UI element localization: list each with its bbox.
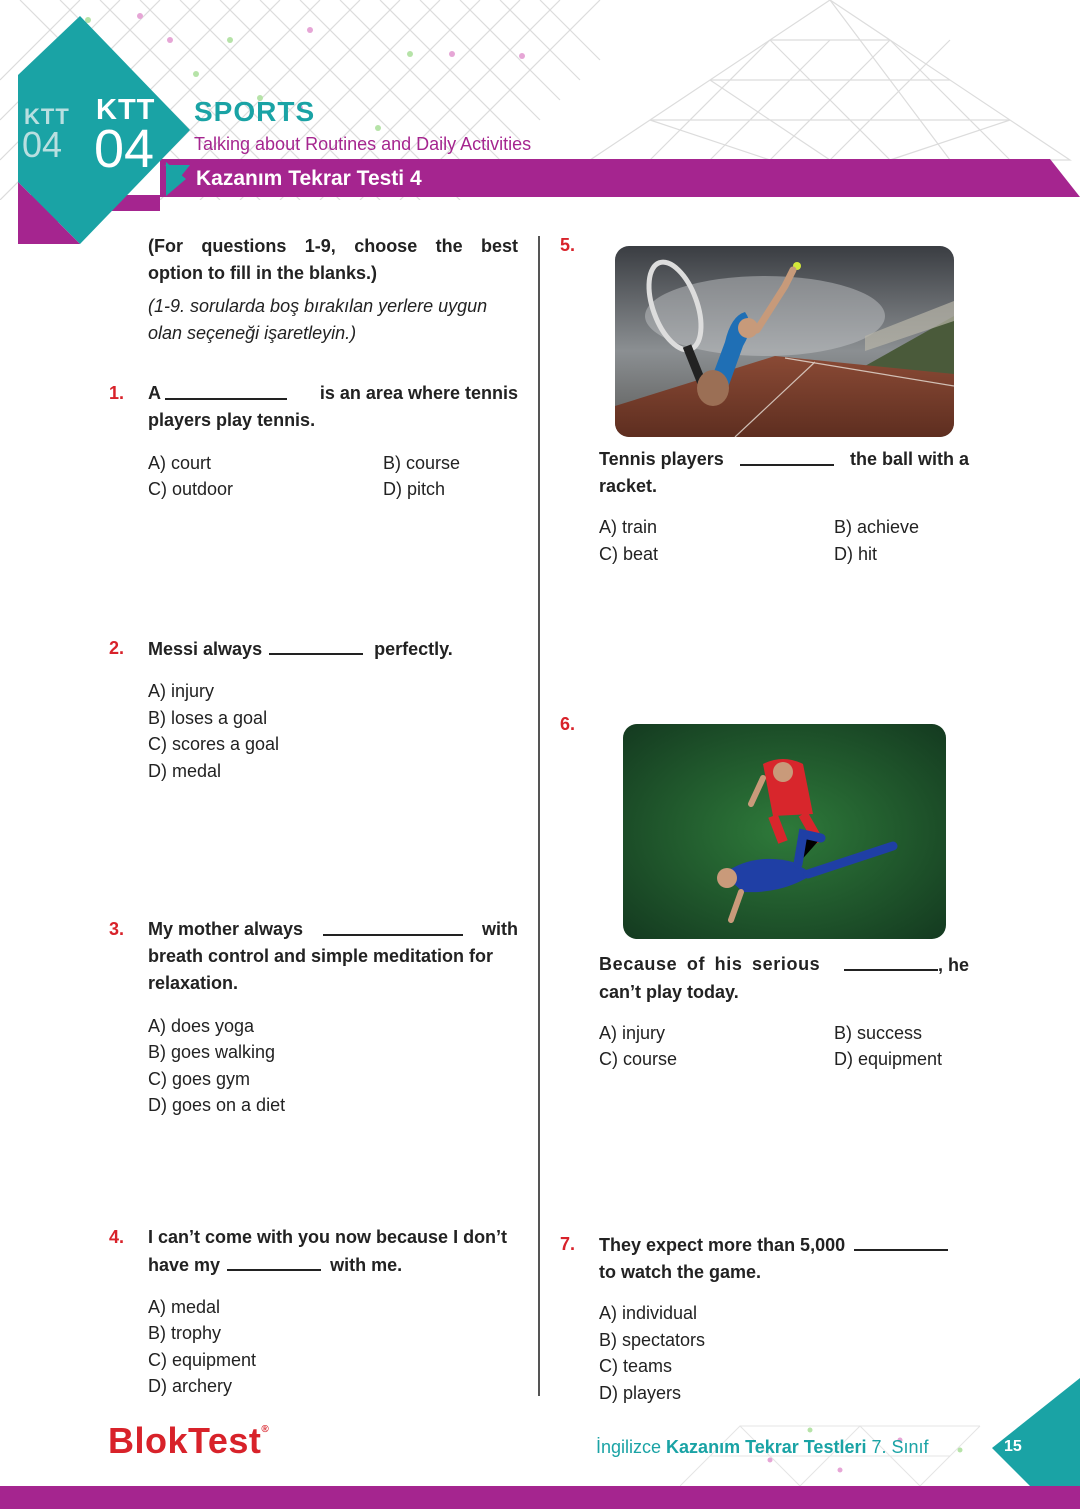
question-4-option-b[interactable]: B) trophy	[148, 1323, 222, 1343]
question-6-text	[599, 951, 969, 1006]
series-title-part3: 7. Sınıf	[871, 1437, 929, 1457]
instructions	[148, 233, 518, 347]
badge-ktt-small: KTT	[24, 104, 70, 129]
brand-name: BlokTest	[108, 1420, 262, 1461]
instructions-turkish: (1-9. sorularda boş bırakılan yerlere uygun olan seçeneği işaretleyin.)	[148, 296, 488, 343]
question-6-text-c: can’t play today.	[599, 982, 739, 1002]
question-2-number: 2.	[109, 638, 125, 658]
question-4-number: 4.	[109, 1227, 125, 1247]
question-3-option-b[interactable]: B) goes walking	[148, 1042, 276, 1062]
question-7-option-b[interactable]: B) spectators	[599, 1330, 706, 1350]
question-5-number: 5.	[560, 235, 576, 255]
unit-title: SPORTS	[194, 96, 316, 127]
question-6-text-b: , he	[937, 955, 969, 975]
question-5-text	[599, 446, 969, 500]
series-title-part2: Kazanım Tekrar Testleri	[666, 1437, 867, 1457]
question-3-option-d[interactable]: D) goes on a diet	[148, 1095, 286, 1115]
tennis-player-photo	[615, 246, 954, 437]
question-7-option-d[interactable]: D) players	[599, 1383, 682, 1403]
question-4-option-a[interactable]: A) medal	[148, 1297, 221, 1317]
question-1-option-c[interactable]: C) outdoor	[148, 479, 234, 499]
question-6-text-a: Because of his serious	[599, 954, 821, 974]
question-1-option-b[interactable]: B) course	[383, 453, 461, 473]
question-2-option-c[interactable]: C) scores a goal	[148, 734, 280, 754]
question-2-option-d[interactable]: D) medal	[148, 761, 222, 781]
question-3-text-c: breath control and simple meditation for	[148, 946, 494, 966]
question-6-blank	[844, 951, 938, 971]
question-3-text-b: with	[482, 919, 518, 939]
question-6-number: 6.	[560, 714, 576, 734]
question-1-text-c: players play tennis.	[148, 410, 316, 430]
question-7-option-a[interactable]: A) individual	[599, 1303, 698, 1323]
question-5-option-b[interactable]: B) achieve	[834, 517, 920, 537]
instructions-english-line1: (For questions 1-9, choose the best	[148, 236, 518, 256]
instructions-english-line2: option to fill in the blanks.)	[148, 263, 377, 283]
question-6-option-d[interactable]: D) equipment	[834, 1049, 943, 1069]
brand-logo	[108, 1420, 269, 1462]
question-7-text-a: They expect more than 5,000	[599, 1235, 846, 1255]
question-1-option-a[interactable]: A) court	[148, 453, 212, 473]
question-1-text-b: is an area where tennis	[319, 383, 518, 403]
badge-number: 04	[94, 119, 155, 179]
page-number: 15	[1004, 1438, 1022, 1455]
question-2-option-b[interactable]: B) loses a goal	[148, 708, 268, 728]
unit-subtitle: Talking about Routines and Daily Activities	[194, 134, 532, 154]
registered-mark: ®	[261, 1424, 270, 1435]
question-1-text-a: A	[148, 383, 161, 403]
bottom-bar	[0, 1486, 1080, 1509]
question-1-number: 1.	[109, 383, 125, 403]
question-3-text	[148, 916, 518, 997]
question-3-blank	[323, 916, 463, 936]
question-3-number: 3.	[109, 919, 125, 939]
question-4-option-c[interactable]: C) equipment	[148, 1350, 257, 1370]
badge-ktt: KTT	[96, 94, 156, 126]
question-4-option-d[interactable]: D) archery	[148, 1376, 233, 1396]
question-1-text	[148, 380, 518, 434]
series-title-part1: İngilizce	[596, 1437, 662, 1457]
question-4-text	[148, 1224, 528, 1279]
question-3-option-c[interactable]: C) goes gym	[148, 1069, 251, 1089]
question-7-blank	[854, 1231, 948, 1251]
question-6-option-b[interactable]: B) success	[834, 1023, 923, 1043]
column-divider	[538, 236, 540, 1396]
question-6-option-c[interactable]: C) course	[599, 1049, 678, 1069]
question-5-blank	[740, 446, 834, 466]
football-injury-photo	[623, 724, 946, 939]
banner-arrow-icon	[166, 162, 188, 196]
question-5-option-c[interactable]: C) beat	[599, 544, 659, 564]
question-5-option-a[interactable]: A) train	[599, 517, 658, 537]
question-3-text-d: relaxation.	[148, 973, 239, 993]
question-2-text	[148, 635, 453, 663]
page-number-badge	[992, 1378, 1080, 1488]
question-7-text-b: to watch the game.	[599, 1262, 762, 1282]
series-title	[596, 1437, 929, 1458]
question-3-text-a: My mother always	[148, 919, 304, 939]
question-7-number: 7.	[560, 1234, 576, 1254]
instructions-english	[148, 233, 518, 287]
question-2-blank	[269, 635, 363, 655]
question-4-text-c: with me.	[330, 1255, 403, 1275]
question-4-text-a: I can’t come with you now because I don’t	[148, 1227, 508, 1247]
question-4-text-b: have my	[148, 1255, 221, 1275]
question-2-option-a[interactable]: A) injury	[148, 681, 215, 701]
question-4-blank	[227, 1251, 321, 1271]
question-2-text-b: perfectly.	[374, 639, 453, 659]
question-7-text	[599, 1231, 974, 1286]
test-title: Kazanım Tekrar Testi 4	[196, 167, 422, 190]
question-5-text-b: the ball with a	[849, 449, 969, 469]
question-3-option-a[interactable]: A) does yoga	[148, 1016, 255, 1036]
question-1-blank	[165, 380, 287, 400]
question-5-text-a: Tennis players	[599, 449, 724, 469]
question-1-option-d[interactable]: D) pitch	[383, 479, 446, 499]
question-5-option-d[interactable]: D) hit	[834, 544, 878, 564]
badge-number-small: 04	[22, 124, 63, 165]
question-7-option-c[interactable]: C) teams	[599, 1356, 673, 1376]
question-2-text-a: Messi always	[148, 639, 263, 659]
question-6-option-a[interactable]: A) injury	[599, 1023, 666, 1043]
question-5-text-c: racket.	[599, 476, 658, 496]
